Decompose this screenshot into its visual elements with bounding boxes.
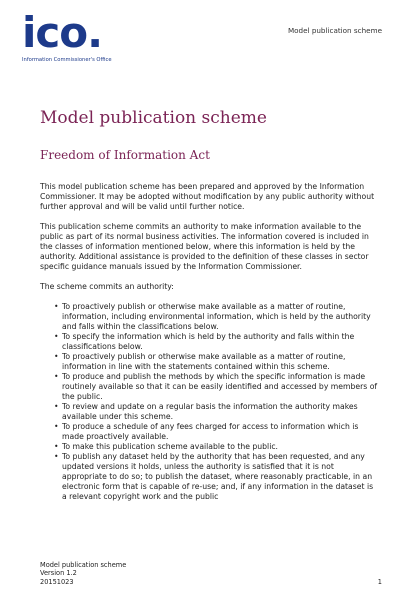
list-item bbox=[54, 352, 380, 372]
paragraph-lead: The scheme commits an authority: bbox=[40, 282, 174, 291]
list-item bbox=[54, 422, 380, 442]
list-item-text: To review and update on a regular basis the information the authority makes available under this scheme. bbox=[62, 402, 358, 421]
logo-tagline: Information Commissioner's Office bbox=[22, 57, 112, 63]
list-item-text: To produce a schedule of any fees charged for access to information which is made proactively available. bbox=[62, 422, 359, 441]
bullet-icon: • bbox=[54, 352, 59, 361]
paragraph-intro: This model publication scheme has been prepared and approved by the Information Commissioner. It may be adopted without modification by any public authority without further approval and will be valid until further notice. bbox=[40, 182, 375, 211]
running-header: Model publication scheme bbox=[287, 26, 382, 35]
bullet-icon: • bbox=[54, 302, 59, 311]
bullet-icon: • bbox=[54, 442, 59, 451]
bullet-icon: • bbox=[54, 332, 59, 341]
list-item bbox=[54, 372, 380, 402]
list-item-text: To produce and publish the methods by which the specific information is made routinely available so that it can be easily identified and accessed by members of the public. bbox=[62, 372, 378, 401]
page-subtitle: Freedom of Information Act bbox=[40, 148, 210, 162]
paragraph-commitment: This publication scheme commits an authority to make information available to the public as part of its normal business activities. The information covered is included in the classes of information mentioned below, where this information is held by the authority. Additional assistance is provided to the definition of these classes in sector specific guidance manuals issued by the Information Commissioner. bbox=[40, 222, 369, 271]
footer-version: Version 1.2 bbox=[40, 569, 77, 578]
page-title: Model publication scheme bbox=[40, 108, 267, 128]
list-item-text: To make this publication scheme available to the public. bbox=[62, 442, 278, 451]
list-item bbox=[54, 402, 380, 422]
list-item-text: To proactively publish or otherwise make available as a matter of routine, information, including environmental information, which is held by the authority and falls within the classifications below. bbox=[62, 302, 371, 331]
logo-mark: ico. bbox=[22, 8, 103, 57]
bullet-icon: • bbox=[54, 452, 59, 461]
page-number: 1 bbox=[377, 578, 382, 586]
footer-date: 20151023 bbox=[40, 577, 74, 586]
list-item-text: To publish any dataset held by the authority that has been requested, and any updated versions it holds, unless the authority is satisfied that it is not appropriate to do so; to publish the dataset, where reasonably practicable, in an electronic form that is capable of re-use; and, if any information in the dataset is a relevant copyright work and the public bbox=[62, 452, 374, 501]
list-item-text: To specify the information which is held by the authority and falls within the classifications below. bbox=[62, 332, 355, 351]
document-body bbox=[40, 182, 380, 502]
list-item bbox=[54, 442, 380, 452]
bullet-icon: • bbox=[54, 402, 59, 411]
list-item bbox=[54, 332, 380, 352]
footer-doc-title: Model publication scheme bbox=[40, 561, 127, 569]
ico-logo bbox=[22, 8, 122, 63]
bullet-icon: • bbox=[54, 372, 59, 381]
page-footer bbox=[40, 561, 126, 586]
list-item-text: To proactively publish or otherwise make available as a matter of routine, information in line with the statements contained within this scheme. bbox=[62, 352, 346, 371]
list-item bbox=[54, 452, 380, 502]
bullet-icon: • bbox=[54, 422, 59, 431]
list-item bbox=[54, 302, 380, 332]
commitment-list bbox=[40, 302, 380, 502]
